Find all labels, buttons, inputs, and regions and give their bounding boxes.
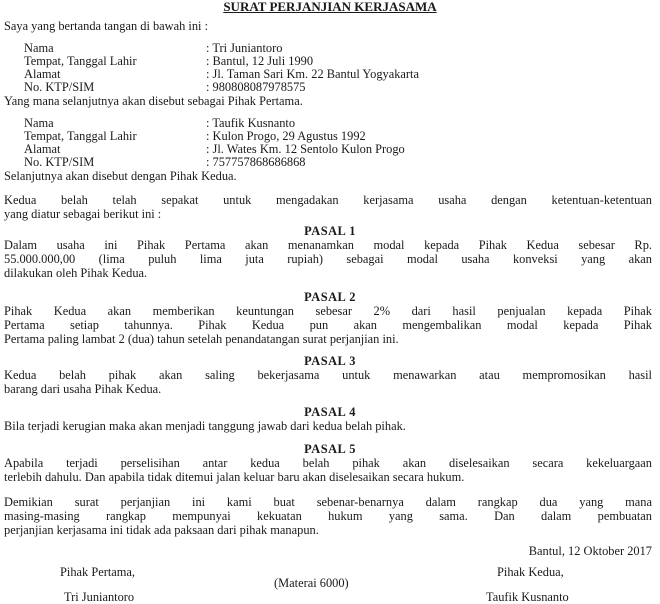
agreement-line: yang diatur sebagai berikut ini : [4, 207, 162, 221]
pasal-5-heading: PASAL 5 [304, 442, 356, 456]
signature-right-name: Taufik Kusnanto [486, 590, 569, 604]
party2-birth-label: Tempat, Tanggal Lahir [24, 129, 137, 143]
pasal-3-line: Kedua belah pihak akan saling bekerjasama untuk menawarkan atau mempromosikan hasil [4, 368, 652, 382]
party2-name-value: : Taufik Kusnanto [206, 116, 296, 130]
closing-line: perjanjian kerjasama ini tidak ada paksaan dari pihak manapun. [4, 523, 319, 537]
signature-right-title: Pihak Kedua, [497, 565, 564, 579]
pasal-1-line: Dalam usaha ini Pihak Pertama akan menanamkan modal kepada Pihak Kedua sebesar Rp. [4, 238, 652, 252]
party2-id-value: : 757757868686868 [206, 155, 306, 169]
pasal-2-line: Pihak Kedua akan memberikan keuntungan sebesar 2% dari hasil penjualan kepada Pihak [4, 304, 652, 318]
signature-left-name: Tri Juniantoro [64, 590, 135, 604]
closing-line: Demikian surat perjanjian ini kami buat sebenar-benarnya dalam rangkap dua yang mana [4, 495, 652, 509]
document-title: SURAT PERJANJIAN KERJASAMA [223, 0, 437, 14]
party2-name-label: Nama [24, 116, 54, 130]
party1-address-label: Alamat [24, 67, 61, 81]
pasal-2-line: Pertama setiap tahunnya. Pihak Kedua pun akan mengembalikan modal kepada Pihak [4, 318, 652, 332]
party1-note: Yang mana selanjutnya akan disebut sebagai Pihak Pertama. [4, 94, 303, 108]
party1-name-label: Nama [24, 41, 54, 55]
party1-address-value: : Jl. Taman Sari Km. 22 Bantul Yogyakarta [206, 67, 419, 81]
pasal-1-line: dilakukan oleh Pihak Kedua. [4, 266, 148, 280]
pasal-3-line: barang dari usaha Pihak Kedua. [4, 382, 162, 396]
pasal-2-line: Pertama paling lambat 2 (dua) tahun setelah penandatangan surat perjanjian ini. [4, 332, 399, 346]
pasal-3-heading: PASAL 3 [304, 354, 356, 368]
agreement-line: Kedua belah telah sepakat untuk mengadakan kerjasama usaha dengan ketentuan-ketentuan [4, 193, 652, 207]
party1-birth-value: : Bantul, 12 Juli 1990 [206, 54, 314, 68]
party2-address-label: Alamat [24, 142, 61, 156]
pasal-4-heading: PASAL 4 [304, 405, 356, 419]
signature-left-title: Pihak Pertama, [60, 565, 136, 579]
pasal-1-line: 55.000.000,00 (lima puluh lima juta rupiah) sebagai modal usaha konveksi yang akan [4, 252, 652, 266]
pasal-1-heading: PASAL 1 [304, 224, 356, 238]
pasal-2-heading: PASAL 2 [304, 290, 356, 304]
party2-birth-value: : Kulon Progo, 29 Agustus 1992 [206, 129, 366, 143]
place-date: Bantul, 12 Oktober 2017 [528, 544, 652, 558]
party2-address-value: : Jl. Wates Km. 12 Sentolo Kulon Progo [206, 142, 405, 156]
pasal-5-line: terlebih dahulu. Dan apabila tidak ditemui jalan keluar baru akan diselesaikan secara hukum. [4, 470, 465, 484]
intro-text: Saya yang bertanda tangan di bawah ini : [4, 19, 209, 33]
pasal-5-line: Apabila terjadi perselisihan antar kedua belah pihak akan diselesaikan secara kekeluargaan [4, 456, 652, 470]
party1-name-value: : Tri Juniantoro [206, 41, 283, 55]
party1-id-label: No. KTP/SIM [24, 80, 95, 94]
closing-line: masing-masing rangkap mempunyai kekuatan hukum yang sama. Dan dalam pembuatan [4, 509, 652, 523]
party2-id-label: No. KTP/SIM [24, 155, 95, 169]
pasal-4-line: Bila terjadi kerugian maka akan menjadi tanggung jawab dari kedua belah pihak. [4, 419, 406, 433]
party1-birth-label: Tempat, Tanggal Lahir [24, 54, 137, 68]
party2-note: Selanjutnya akan disebut dengan Pihak Kedua. [4, 169, 237, 183]
materai-label: (Materai 6000) [274, 576, 349, 590]
party1-id-value: : 980808087978575 [206, 80, 306, 94]
